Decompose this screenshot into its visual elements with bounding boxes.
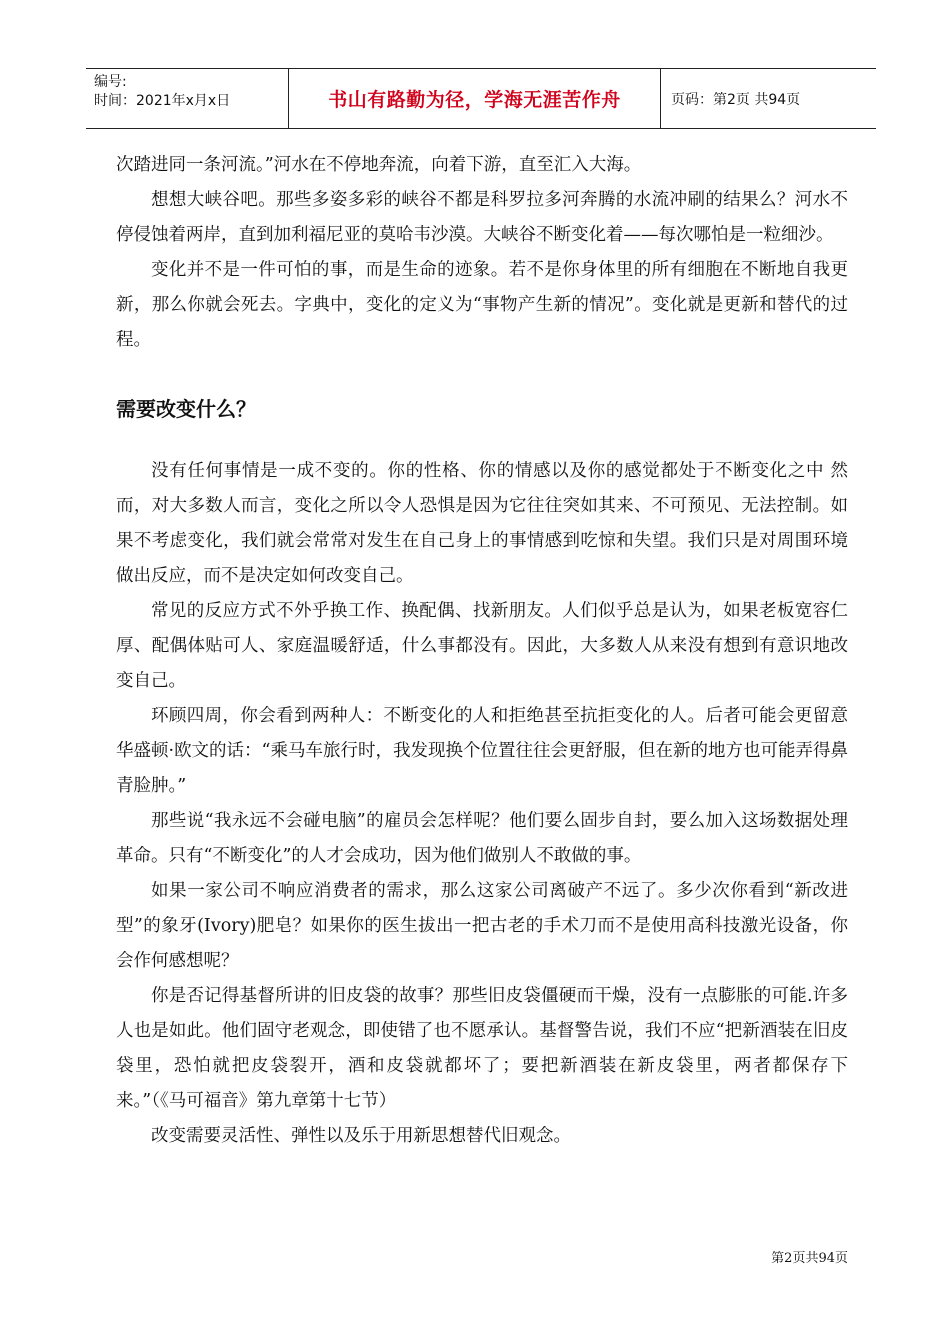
page-footer: 第2页共94页: [771, 1251, 848, 1266]
paragraph: 那些说“我永远不会碰电脑”的雇员会怎样呢？他们要么固步自封，要么加入这场数据处理革命。只有“不断变化”的人才会成功，因为他们做别人不敢做的事。: [116, 811, 848, 866]
paragraph: 常见的反应方式不外乎换工作、换配偶、找新朋友。人们似乎总是认为，如果老板宽容仁厚、配偶体贴可人、家庭温暖舒适，什么事都没有。因此，大多数人从来没有想到有意识地改变自己。: [116, 601, 848, 691]
paragraph: 环顾四周，你会看到两种人：不断变化的人和拒绝甚至抗拒变化的人。后者可能会更留意华盛顿·欧文的话：“乘马车旅行时，我发现换个位置往往会更舒服，但在新的地方也可能弄得鼻青脸肿。”: [116, 706, 849, 796]
header-page-cell: [661, 69, 876, 128]
header-page-label: 页码：第2页 共94页: [671, 91, 801, 108]
paragraph: 变化并不是一件可怕的事，而是生命的迹象。若不是你身体里的所有细胞在不断地自我更新，那么你就会死去。字典中，变化的定义为“事物产生新的情况”。变化就是更新和替代的过程。: [116, 260, 848, 350]
paragraph: 想想大峡谷吧。那些多姿多彩的峡谷不都是科罗拉多河奔腾的水流冲刷的结果么？河水不停侵蚀着两岸，直到加利福尼亚的莫哈韦沙漠。大峡谷不断变化着——每次哪怕是一粒细沙。: [116, 190, 848, 245]
paragraph: 你是否记得基督所讲的旧皮袋的故事？那些旧皮袋僵硬而干燥，没有一点膨胀的可能.许多人也是如此。他们固守老观念，即使错了也不愿承认。基督警告说，我们不应“把新酒装在旧皮袋里，恐怕就把皮袋裂开，酒和皮袋就都坏了；要把新酒装在新皮袋里，两者都保存下来。”（《马可福音》第九章第十七节）: [116, 986, 848, 1111]
page-header: [86, 68, 876, 129]
document-body: [116, 148, 848, 1154]
paragraph: 改变需要灵活性、弹性以及乐于用新思想替代旧观念。: [151, 1126, 571, 1146]
header-meta: [86, 69, 288, 128]
header-motto-cell: [288, 69, 661, 128]
section-heading: 需要改变什么？: [116, 397, 256, 421]
header-motto: 书山有路勤为径，学海无涯苦作舟: [328, 89, 621, 111]
header-number-label: 编号:: [94, 74, 127, 90]
paragraph: 没有任何事情是一成不变的。你的性格、你的情感以及你的感觉都处于不断变化之中 然而，对大多数人而言，变化之所以令人恐惧是因为它往往突如其来、不可预见、无法控制。如果不考虑变化，我们就会常常对发生在自己身上的事情感到吃惊和失望。我们只是对周围环境做出反应，而不是决定如何改变自己。: [116, 461, 848, 586]
header-date-label: 时间：2021年x月x日: [94, 93, 231, 109]
paragraph: 如果一家公司不响应消费者的需求，那么这家公司离破产不远了。多少次你看到“新改进型”的象牙(Ivory)肥皂？如果你的医生拔出一把古老的手术刀而不是使用高科技激光设备，你会作何感想呢？: [116, 881, 848, 971]
paragraph: 次踏进同一条河流。”河水在不停地奔流，向着下游，直至汇入大海。: [116, 155, 642, 175]
